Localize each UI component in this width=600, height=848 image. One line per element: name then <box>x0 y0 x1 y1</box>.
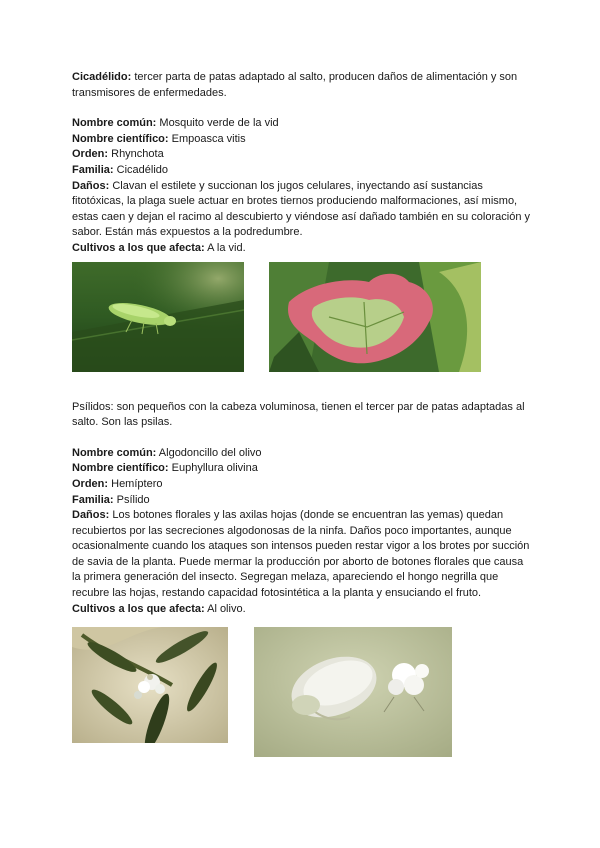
vid-orden: Rhynchota <box>108 148 164 161</box>
vid-danos: Clavan el estilete y succionan los jugos celulares, inyectando así sustancias fitotóxicas, la plaga suele actuar en brotes tiernos produciendo malformaciones, así mismo, estas caen y dejan el racimo al descubierto y viéndose así dañado también en su coloración y sabor. Están más expuestos a la podredumbre. <box>72 179 530 239</box>
olivo-comun: Algodoncillo del olivo <box>156 446 262 459</box>
vid-orden-label: Orden: <box>72 148 109 161</box>
olive-branch-photo <box>72 627 228 743</box>
document-page <box>72 70 532 759</box>
vid-cultivos: A la vid. <box>204 241 246 254</box>
psilidos-paragraph: Psílidos: son pequeños con la cabeza voluminosa, tienen el tercer par de patas adaptadas al salto. Son las psilas. <box>72 400 525 429</box>
olivo-photos <box>72 627 532 759</box>
olivo-cientifico: Euphyllura olivina <box>168 462 258 475</box>
olivo-cientifico-label: Nombre científico: <box>72 462 169 475</box>
cicadelidos-term: Cicadélido: <box>72 71 132 83</box>
olivo-danos: Los botones florales y las axilas hojas (donde se encuentran las yemas) quedan recubiertos por las secreciones algodonosas de la ninfa. Daños poco importantes, aunque ocasionalmente cuando los ataques son intensos pueden restar vigor a los brotes por succión de savia de la planta. Puede mermar la producción por aborto de botones florales que causa la primera generación del insecto. Segregan melaza, apareciendo el hongo negrilla que recubre las hojas, restando capacidad fotosintética a la planta y ensuciando el fruto. <box>72 509 530 600</box>
olivo-pest-card <box>72 446 532 618</box>
olivo-comun-label: Nombre común: <box>72 446 157 459</box>
vid-photos <box>72 262 532 386</box>
olivo-familia-label: Familia: <box>72 493 114 506</box>
vid-cultivos-label: Cultivos a los que afecta: <box>72 241 205 254</box>
vid-familia-label: Familia: <box>72 163 114 176</box>
olivo-orden: Hemíptero <box>108 477 163 490</box>
olivo-cultivos-label: Cultivos a los que afecta: <box>72 602 205 615</box>
psyllid-photo <box>254 627 452 757</box>
vid-danos-label: Daños: <box>72 179 110 192</box>
vid-pest-card <box>72 116 532 256</box>
cicadelidos-paragraph <box>72 70 532 101</box>
leafhopper-photo <box>72 262 244 372</box>
olivo-orden-label: Orden: <box>72 477 109 490</box>
olivo-cultivos: Al olivo. <box>204 602 246 615</box>
vid-familia: Cicadélido <box>113 163 168 176</box>
vid-comun-label: Nombre común: <box>72 117 157 130</box>
vid-cientifico-label: Nombre científico: <box>72 132 169 145</box>
vine-leaf-photo <box>269 262 481 372</box>
olivo-danos-label: Daños: <box>72 509 110 522</box>
olivo-familia: Psílido <box>113 493 150 506</box>
vid-comun: Mosquito verde de la vid <box>156 117 279 130</box>
vid-cientifico: Empoasca vitis <box>168 132 246 145</box>
cicadelidos-desc: tercer parta de patas adaptado al salto, producen daños de alimentación y son transmisores de enfermedades. <box>72 71 518 99</box>
